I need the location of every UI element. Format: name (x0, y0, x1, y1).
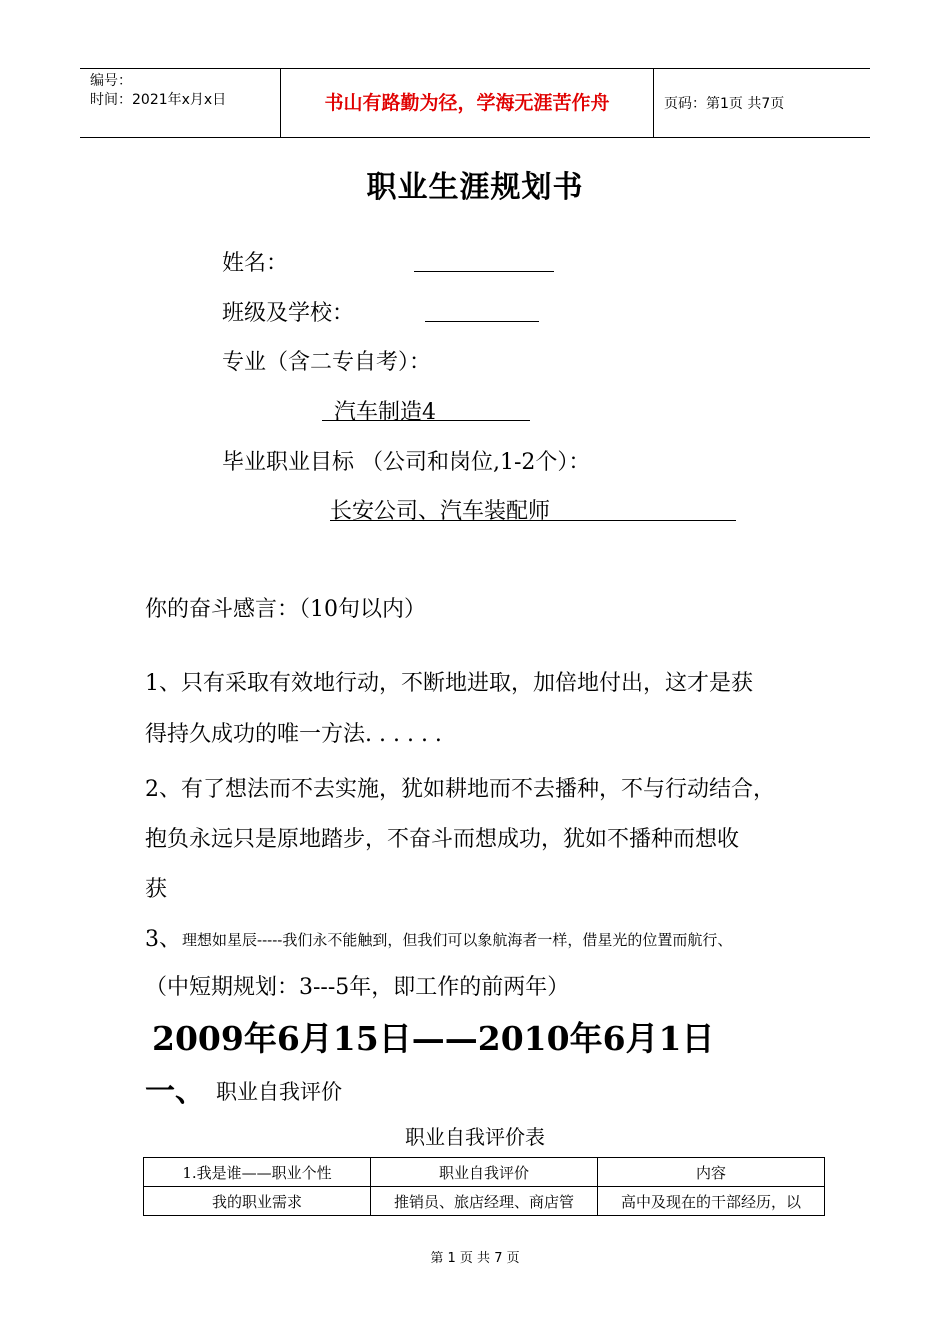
goal-label: 毕业职业目标 （公司和岗位,1-2个）： (222, 450, 591, 475)
header-motto: 书山有路勤为径，学海无涯苦作舟 (281, 69, 654, 137)
table-cell: 推销员、旅店经理、商店管 (371, 1187, 598, 1216)
class-label: 班级及学校： (222, 301, 355, 326)
motto-item-3-number: 3、 (145, 927, 181, 952)
table-cell: 内容 (598, 1158, 825, 1187)
table-cell: 1.我是谁——职业个性 (144, 1158, 371, 1187)
motto-item-1-line-2: 得持久成功的唯一方法. . . . . . (145, 722, 442, 747)
motto-item-1-line-1: 1、只有采取有效地行动，不断地进取，加倍地付出，这才是获 (145, 671, 753, 696)
table-row (144, 1158, 825, 1187)
class-blank (425, 297, 539, 322)
page-indicator: 页码：第1页 共7页 (664, 96, 785, 112)
motto-heading: 你的奋斗感言：（10句以内） (145, 597, 426, 622)
time-label: 时间：2021年x月x日 (90, 92, 227, 108)
motto-item-2-line-2: 抱负永远只是原地踏步，不奋斗而想成功，犹如不播种而想收 (145, 827, 740, 852)
motto-item-2-line-1: 2、有了想法而不去实施，犹如耕地而不去播种，不与行动结合， (145, 777, 775, 802)
header-meta-cell (80, 69, 281, 137)
motto-item-3-text: 理想如星辰-----我们永不能触到，但我们可以象航海者一样，借星光的位置而航行、 (182, 931, 733, 949)
table-row (144, 1187, 825, 1216)
motto-item-2-line-3: 获 (145, 877, 168, 902)
name-label: 姓名： (222, 251, 289, 276)
header-table (80, 68, 870, 138)
major-label: 专业（含二专自考）： (222, 350, 432, 375)
goal-value: 长安公司、汽车装配师 (330, 499, 551, 524)
number-label: 编号： (90, 73, 132, 89)
section-title: 职业自我评价 (216, 1080, 342, 1104)
table-cell: 高中及现在的干部经历，以 (598, 1187, 825, 1216)
page-footer: 第 1 页 共 7 页 (430, 1251, 520, 1266)
name-blank (414, 247, 554, 272)
self-evaluation-table (143, 1157, 825, 1216)
section-number: 一、 (145, 1074, 205, 1109)
table-title: 职业自我评价表 (405, 1125, 545, 1149)
table-cell: 职业自我评价 (371, 1158, 598, 1187)
major-value: 汽车制造4 (334, 400, 436, 425)
table-cell: 我的职业需求 (144, 1187, 371, 1216)
plan-date-range: 2009年6月15日——2010年6月1日 (152, 1019, 715, 1058)
plan-subtitle: （中短期规划：3---5年，即工作的前两年） (145, 975, 570, 1000)
document-title: 职业生涯规划书 (366, 170, 584, 205)
